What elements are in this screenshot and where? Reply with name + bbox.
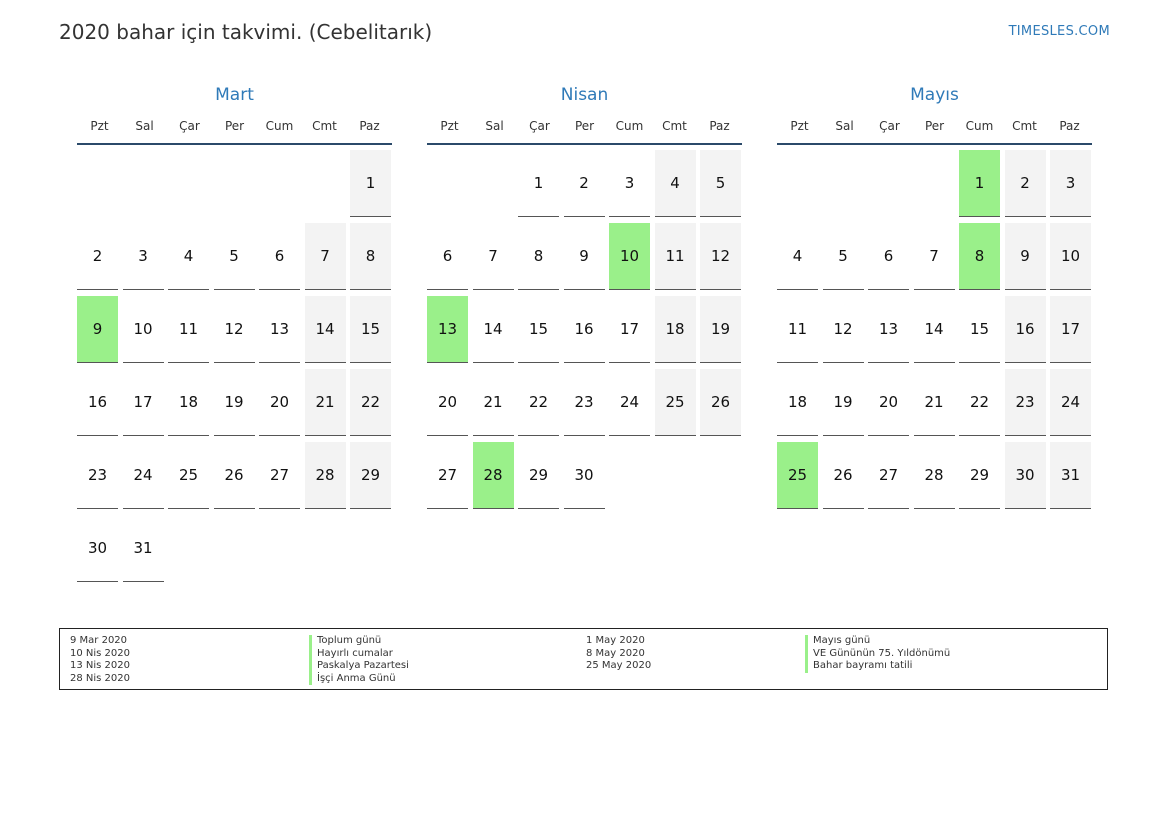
day-cell: 4 [777,223,818,290]
day-cell: 24 [609,369,650,436]
day-cell: 7 [305,223,346,290]
weekday-label: Paz [359,119,380,133]
month-name: Nisan [560,85,609,105]
day-cell: 23 [77,442,118,509]
legend-date: 25 May 2020 [586,660,652,671]
day-cell: 15 [350,296,391,363]
day-cell: 1 [518,150,559,217]
weekday-label: Cmt [662,119,687,133]
day-cell: 10 [609,223,650,290]
day-cell: 30 [564,442,605,509]
weekday-label: Paz [709,119,730,133]
weekday-label: Cmt [312,119,337,133]
day-cell: 4 [168,223,209,290]
weekday-header [427,109,742,145]
weekday-label: Çar [529,119,550,133]
day-cell: 17 [609,296,650,363]
weekday-label: Per [224,119,245,133]
day-cell: 15 [518,296,559,363]
weekday-label: Per [574,119,595,133]
day-cell: 27 [868,442,909,509]
weekday-label: Pzt [440,119,459,133]
day-cell: 14 [305,296,346,363]
legend-date: 28 Nis 2020 [70,672,130,684]
page-title: 2020 bahar için takvimi. (Cebelitarık) [59,20,433,44]
weekday-header [777,109,1092,145]
day-cell: 5 [214,223,255,290]
day-cell: 25 [777,442,818,509]
weekday-label: Cum [615,119,644,133]
day-cell: 5 [823,223,864,290]
day-cell: 12 [823,296,864,363]
day-cell: 22 [350,369,391,436]
weekday-label: Cum [965,119,994,133]
day-cell: 21 [305,369,346,436]
day-cell: 17 [123,369,164,436]
day-cell: 5 [700,150,741,217]
day-cell: 29 [350,442,391,509]
legend-holiday-name: VE Gününün 75. Yıldönümü [805,648,950,661]
day-cell: 27 [259,442,300,509]
day-cell: 30 [1005,442,1046,509]
day-cell: 13 [259,296,300,363]
day-grid [777,145,1092,595]
day-cell: 29 [518,442,559,509]
day-cell: 29 [959,442,1000,509]
day-cell: 20 [868,369,909,436]
legend-holiday-name: Toplum günü [309,635,409,648]
day-cell: 8 [350,223,391,290]
legend-holiday-name: Mayıs günü [805,635,950,648]
day-cell: 21 [914,369,955,436]
day-cell: 8 [518,223,559,290]
day-cell: 15 [959,296,1000,363]
day-grid [77,145,392,595]
day-cell: 11 [655,223,696,290]
day-cell: 11 [777,296,818,363]
weekday-label: Sal [135,119,154,133]
day-cell: 21 [473,369,514,436]
weekday-label: Cum [265,119,294,133]
day-cell: 3 [609,150,650,217]
day-cell: 23 [564,369,605,436]
month-name: Mart [215,85,254,105]
legend-date: 13 Nis 2020 [70,660,130,671]
legend-date: 1 May 2020 [586,635,645,646]
day-cell: 2 [77,223,118,290]
weekday-label: Cmt [1012,119,1037,133]
day-cell: 18 [655,296,696,363]
weekday-label: Pzt [90,119,109,133]
day-cell: 13 [868,296,909,363]
day-cell: 23 [1005,369,1046,436]
day-cell: 4 [655,150,696,217]
month-calendar [77,82,392,595]
day-cell: 9 [1005,223,1046,290]
day-cell: 6 [868,223,909,290]
day-cell: 14 [914,296,955,363]
day-cell: 25 [655,369,696,436]
weekday-label: Paz [1059,119,1080,133]
weekday-label: Per [924,119,945,133]
day-cell: 7 [473,223,514,290]
day-cell: 25 [168,442,209,509]
month-name: Mayıs [910,85,959,105]
day-cell: 1 [959,150,1000,217]
day-cell: 18 [777,369,818,436]
day-cell: 6 [427,223,468,290]
day-cell: 26 [214,442,255,509]
day-cell: 10 [123,296,164,363]
day-cell: 19 [700,296,741,363]
legend-holiday-name: İşçi Anma Günü [309,673,409,686]
day-cell: 7 [914,223,955,290]
day-cell: 28 [473,442,514,509]
day-cell: 3 [1050,150,1091,217]
day-cell: 31 [1050,442,1091,509]
legend-holiday-name: Bahar bayramı tatili [805,660,950,673]
day-cell: 20 [427,369,468,436]
day-cell: 24 [1050,369,1091,436]
day-cell: 9 [77,296,118,363]
day-cell: 9 [564,223,605,290]
day-cell: 31 [123,515,164,582]
day-cell: 16 [564,296,605,363]
legend-right-names [805,635,950,673]
day-cell: 12 [214,296,255,363]
legend-right-dates [586,635,651,673]
day-cell: 17 [1050,296,1091,363]
weekday-header [77,109,392,145]
day-cell: 1 [350,150,391,217]
day-cell: 26 [823,442,864,509]
day-cell: 13 [427,296,468,363]
legend-date: 9 Mar 2020 [70,635,128,646]
weekday-label: Sal [835,119,854,133]
day-cell: 2 [564,150,605,217]
day-cell: 18 [168,369,209,436]
day-cell: 24 [123,442,164,509]
day-cell: 28 [914,442,955,509]
day-cell: 20 [259,369,300,436]
legend-date: 10 Nis 2020 [70,647,130,659]
weekday-label: Çar [879,119,900,133]
legend-left-dates [70,635,130,685]
weekday-label: Sal [485,119,504,133]
legend-holiday-name: Hayırlı cumalar [309,648,409,661]
site-link[interactable]: TIMESLES.COM [1008,24,1110,39]
day-cell: 27 [427,442,468,509]
holiday-legend [59,628,1108,690]
legend-left-names [309,635,409,685]
day-cell: 22 [518,369,559,436]
day-cell: 19 [214,369,255,436]
legend-date: 8 May 2020 [586,647,645,659]
legend-holiday-name: Paskalya Pazartesi [309,660,409,673]
day-cell: 30 [77,515,118,582]
day-cell: 11 [168,296,209,363]
day-cell: 6 [259,223,300,290]
day-cell: 19 [823,369,864,436]
day-grid [427,145,742,595]
day-cell: 8 [959,223,1000,290]
day-cell: 28 [305,442,346,509]
month-calendar [777,82,1092,595]
weekday-label: Çar [179,119,200,133]
day-cell: 3 [123,223,164,290]
day-cell: 22 [959,369,1000,436]
day-cell: 26 [700,369,741,436]
day-cell: 12 [700,223,741,290]
day-cell: 10 [1050,223,1091,290]
weekday-label: Pzt [790,119,809,133]
day-cell: 14 [473,296,514,363]
day-cell: 16 [77,369,118,436]
day-cell: 16 [1005,296,1046,363]
day-cell: 2 [1005,150,1046,217]
month-calendar [427,82,742,595]
